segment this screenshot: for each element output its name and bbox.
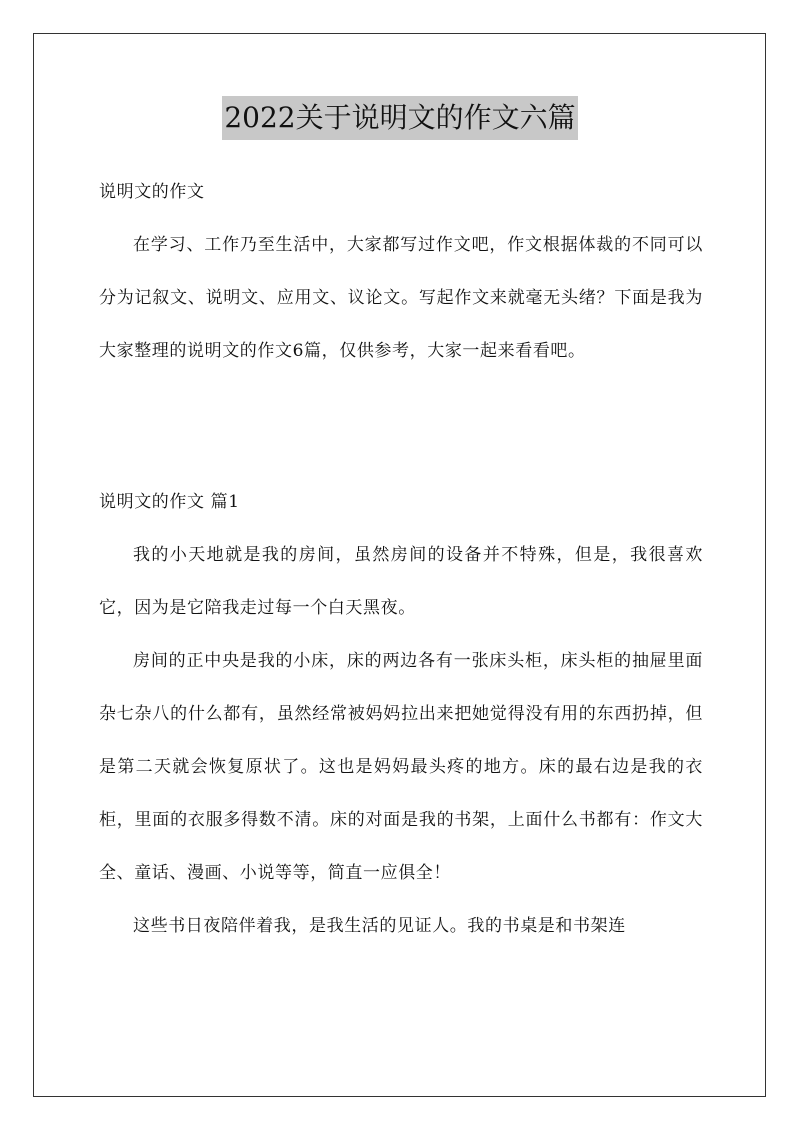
section-1: [99, 476, 703, 953]
section-1-heading: 说明文的作文 篇1: [99, 492, 240, 512]
document-title: 2022关于说明文的作文六篇: [222, 96, 577, 140]
intro-paragraph: 在学习、工作乃至生活中，大家都写过作文吧，作文根据体裁的不同可以分为记叙文、说明文、应用文、议论文。写起作文来就毫无头绪？下面是我为大家整理的说明文的作文6篇，仅供参考，大家一起来看看吧。: [99, 235, 703, 361]
intro-section: [99, 166, 703, 378]
section-1-paragraph: 这些书日夜陪伴着我，是我生活的见证人。我的书桌是和书架连: [133, 916, 626, 936]
title-container: [0, 96, 800, 140]
section-1-paragraph: 房间的正中央是我的小床，床的两边各有一张床头柜，床头柜的抽屉里面杂七杂八的什么都有，虽然经常被妈妈拉出来把她觉得没有用的东西扔掉，但是第二天就会恢复原状了。这也是妈妈最头疼的地方。床的最右边是我的衣柜，里面的衣服多得数不清。床的对面是我的书架，上面什么书都有：作文大全、童话、漫画、小说等等，简直一应俱全！: [99, 651, 703, 883]
section-1-paragraph: 我的小天地就是我的房间，虽然房间的设备并不特殊，但是，我很喜欢它，因为是它陪我走过每一个白天黑夜。: [99, 545, 703, 618]
intro-heading: 说明文的作文: [99, 182, 205, 202]
